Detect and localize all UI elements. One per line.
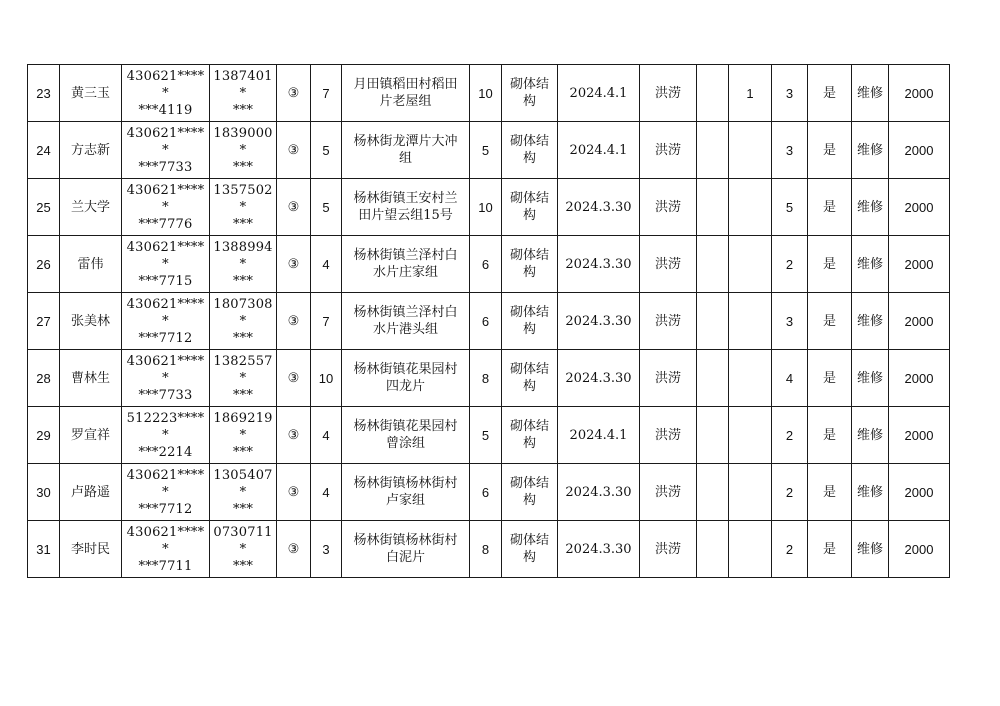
amount-cell: 2000 (889, 179, 950, 236)
structure-cell: 砌体结 构 (502, 464, 558, 521)
blank-cell (697, 350, 729, 407)
repair-type-cell: 维修 (852, 65, 889, 122)
confirmed-cell: 是 (808, 122, 852, 179)
disaster-type-cell: 洪涝 (640, 521, 697, 578)
mark-cell: ③ (277, 407, 311, 464)
confirmed-cell: 是 (808, 236, 852, 293)
id-number-cell: 512223***** ***2214 (122, 407, 210, 464)
household-size-cell: 4 (311, 464, 342, 521)
date-cell: 2024.3.30 (558, 236, 640, 293)
damage-level-cell: 3 (772, 122, 808, 179)
confirmed-cell: 是 (808, 179, 852, 236)
mark-cell: ③ (277, 236, 311, 293)
address-cell: 杨林街镇王安村兰 田片望云组15号 (342, 179, 470, 236)
disaster-type-cell: 洪涝 (640, 464, 697, 521)
table-row (28, 350, 950, 407)
row-number-cell: 23 (28, 65, 60, 122)
phone-cell: 1305407* *** (210, 464, 277, 521)
disaster-type-cell: 洪涝 (640, 236, 697, 293)
damage-level-cell: 2 (772, 407, 808, 464)
table-row (28, 407, 950, 464)
table-row (28, 293, 950, 350)
repair-type-cell: 维修 (852, 407, 889, 464)
phone-cell: 1807308* *** (210, 293, 277, 350)
address-cell: 杨林街龙潭片大冲 组 (342, 122, 470, 179)
rooms-cell: 6 (470, 236, 502, 293)
household-size-cell: 7 (311, 293, 342, 350)
damage-level-cell: 4 (772, 350, 808, 407)
blank-cell (697, 521, 729, 578)
name-cell: 卢路遥 (60, 464, 122, 521)
mark-cell: ③ (277, 464, 311, 521)
date-cell: 2024.3.30 (558, 464, 640, 521)
extra-count-cell: 1 (729, 65, 772, 122)
amount-cell: 2000 (889, 464, 950, 521)
structure-cell: 砌体结 构 (502, 521, 558, 578)
repair-type-cell: 维修 (852, 122, 889, 179)
confirmed-cell: 是 (808, 521, 852, 578)
id-number-cell: 430621***** ***7733 (122, 350, 210, 407)
blank-cell (697, 464, 729, 521)
blank-cell (697, 179, 729, 236)
disaster-type-cell: 洪涝 (640, 407, 697, 464)
confirmed-cell: 是 (808, 293, 852, 350)
structure-cell: 砌体结 构 (502, 122, 558, 179)
rooms-cell: 5 (470, 122, 502, 179)
amount-cell: 2000 (889, 407, 950, 464)
structure-cell: 砌体结 构 (502, 65, 558, 122)
id-number-cell: 430621***** ***7733 (122, 122, 210, 179)
blank-cell (697, 293, 729, 350)
address-cell: 杨林街镇花果园村 曾涂组 (342, 407, 470, 464)
structure-cell: 砌体结 构 (502, 293, 558, 350)
damage-level-cell: 2 (772, 464, 808, 521)
extra-count-cell (729, 122, 772, 179)
disaster-type-cell: 洪涝 (640, 179, 697, 236)
address-cell: 杨林街镇杨林街村 卢家组 (342, 464, 470, 521)
address-cell: 杨林街镇花果园村 四龙片 (342, 350, 470, 407)
amount-cell: 2000 (889, 236, 950, 293)
rooms-cell: 8 (470, 521, 502, 578)
id-number-cell: 430621***** ***7712 (122, 464, 210, 521)
confirmed-cell: 是 (808, 464, 852, 521)
structure-cell: 砌体结 构 (502, 236, 558, 293)
rooms-cell: 10 (470, 179, 502, 236)
address-cell: 杨林街镇兰泽村白 水片港头组 (342, 293, 470, 350)
damage-level-cell: 2 (772, 521, 808, 578)
confirmed-cell: 是 (808, 65, 852, 122)
table-row (28, 464, 950, 521)
date-cell: 2024.3.30 (558, 521, 640, 578)
row-number-cell: 25 (28, 179, 60, 236)
household-size-cell: 3 (311, 521, 342, 578)
structure-cell: 砌体结 构 (502, 350, 558, 407)
name-cell: 黄三玉 (60, 65, 122, 122)
mark-cell: ③ (277, 293, 311, 350)
phone-cell: 1869219* *** (210, 407, 277, 464)
row-number-cell: 29 (28, 407, 60, 464)
damage-level-cell: 5 (772, 179, 808, 236)
household-size-cell: 7 (311, 65, 342, 122)
address-cell: 月田镇稻田村稻田 片老屋组 (342, 65, 470, 122)
date-cell: 2024.3.30 (558, 179, 640, 236)
confirmed-cell: 是 (808, 350, 852, 407)
household-size-cell: 5 (311, 122, 342, 179)
blank-cell (697, 236, 729, 293)
rooms-cell: 5 (470, 407, 502, 464)
mark-cell: ③ (277, 179, 311, 236)
mark-cell: ③ (277, 122, 311, 179)
extra-count-cell (729, 293, 772, 350)
extra-count-cell (729, 464, 772, 521)
table-row (28, 65, 950, 122)
extra-count-cell (729, 179, 772, 236)
address-cell: 杨林街镇杨林街村 白泥片 (342, 521, 470, 578)
address-cell: 杨林街镇兰泽村白 水片庄家组 (342, 236, 470, 293)
amount-cell: 2000 (889, 65, 950, 122)
damage-level-cell: 3 (772, 65, 808, 122)
name-cell: 李时民 (60, 521, 122, 578)
rooms-cell: 6 (470, 293, 502, 350)
mark-cell: ③ (277, 350, 311, 407)
mark-cell: ③ (277, 65, 311, 122)
repair-type-cell: 维修 (852, 179, 889, 236)
date-cell: 2024.4.1 (558, 65, 640, 122)
household-size-cell: 5 (311, 179, 342, 236)
record-table (27, 64, 950, 578)
repair-type-cell: 维修 (852, 236, 889, 293)
household-size-cell: 10 (311, 350, 342, 407)
id-number-cell: 430621***** ***4119 (122, 65, 210, 122)
phone-cell: 1382557* *** (210, 350, 277, 407)
row-number-cell: 30 (28, 464, 60, 521)
structure-cell: 砌体结 构 (502, 407, 558, 464)
rooms-cell: 10 (470, 65, 502, 122)
row-number-cell: 24 (28, 122, 60, 179)
date-cell: 2024.3.30 (558, 293, 640, 350)
damage-level-cell: 2 (772, 236, 808, 293)
name-cell: 方志新 (60, 122, 122, 179)
phone-cell: 0730711* *** (210, 521, 277, 578)
household-size-cell: 4 (311, 407, 342, 464)
table-row (28, 236, 950, 293)
disaster-type-cell: 洪涝 (640, 65, 697, 122)
table-body (28, 65, 950, 578)
mark-cell: ③ (277, 521, 311, 578)
blank-cell (697, 407, 729, 464)
table-row (28, 122, 950, 179)
table-row (28, 521, 950, 578)
name-cell: 曹林生 (60, 350, 122, 407)
structure-cell: 砌体结 构 (502, 179, 558, 236)
extra-count-cell (729, 521, 772, 578)
row-number-cell: 31 (28, 521, 60, 578)
damage-level-cell: 3 (772, 293, 808, 350)
name-cell: 兰大学 (60, 179, 122, 236)
phone-cell: 1387401* *** (210, 65, 277, 122)
phone-cell: 1388994* *** (210, 236, 277, 293)
id-number-cell: 430621***** ***7776 (122, 179, 210, 236)
blank-cell (697, 122, 729, 179)
rooms-cell: 6 (470, 464, 502, 521)
amount-cell: 2000 (889, 122, 950, 179)
name-cell: 罗宣祥 (60, 407, 122, 464)
extra-count-cell (729, 350, 772, 407)
amount-cell: 2000 (889, 521, 950, 578)
disaster-type-cell: 洪涝 (640, 293, 697, 350)
amount-cell: 2000 (889, 293, 950, 350)
disaster-type-cell: 洪涝 (640, 122, 697, 179)
confirmed-cell: 是 (808, 407, 852, 464)
phone-cell: 1839000* *** (210, 122, 277, 179)
date-cell: 2024.3.30 (558, 350, 640, 407)
extra-count-cell (729, 407, 772, 464)
id-number-cell: 430621***** ***7712 (122, 293, 210, 350)
amount-cell: 2000 (889, 350, 950, 407)
disaster-type-cell: 洪涝 (640, 350, 697, 407)
row-number-cell: 28 (28, 350, 60, 407)
date-cell: 2024.4.1 (558, 122, 640, 179)
id-number-cell: 430621***** ***7711 (122, 521, 210, 578)
date-cell: 2024.4.1 (558, 407, 640, 464)
repair-type-cell: 维修 (852, 293, 889, 350)
rooms-cell: 8 (470, 350, 502, 407)
repair-type-cell: 维修 (852, 521, 889, 578)
row-number-cell: 26 (28, 236, 60, 293)
extra-count-cell (729, 236, 772, 293)
household-size-cell: 4 (311, 236, 342, 293)
name-cell: 张美林 (60, 293, 122, 350)
table-row (28, 179, 950, 236)
row-number-cell: 27 (28, 293, 60, 350)
name-cell: 雷伟 (60, 236, 122, 293)
id-number-cell: 430621***** ***7715 (122, 236, 210, 293)
repair-type-cell: 维修 (852, 350, 889, 407)
repair-type-cell: 维修 (852, 464, 889, 521)
phone-cell: 1357502* *** (210, 179, 277, 236)
blank-cell (697, 65, 729, 122)
